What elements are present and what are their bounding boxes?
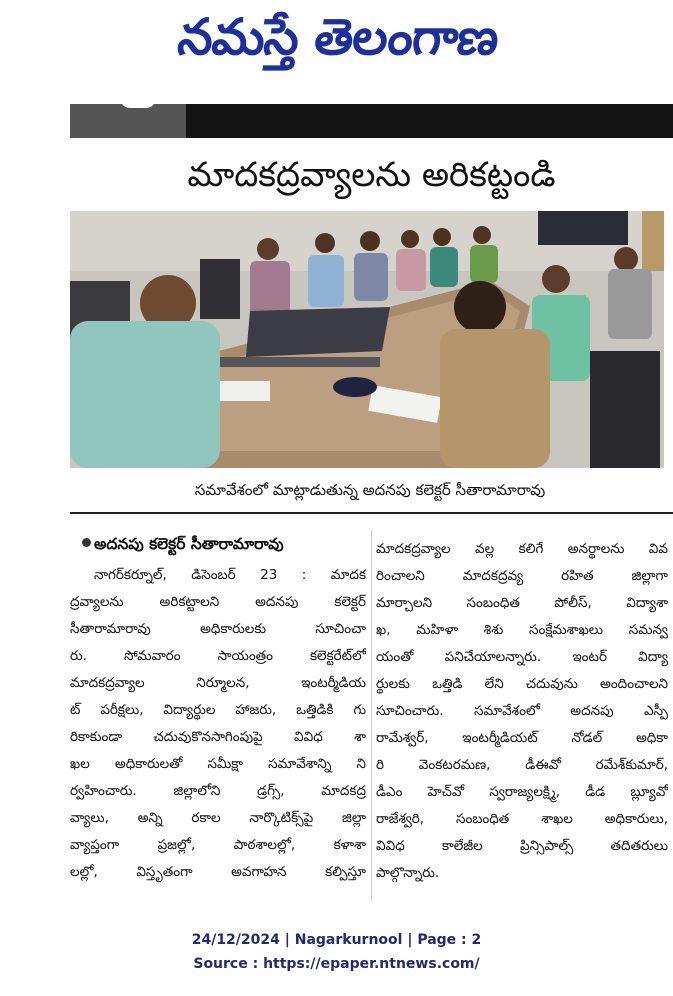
column-divider xyxy=(371,530,372,900)
left-column-line: రు. సోమవారం సాయంత్రం కలెక్టరేట్‌లో xyxy=(70,648,366,664)
source-url[interactable]: Source : https://epaper.ntnews.com/ xyxy=(193,956,480,972)
right-column-line: మాదకద్రవ్యాల వల్ల కలిగే అనర్థాలను వివ xyxy=(376,541,668,557)
right-column-line: సూచించారు. సమావేశంలో అదనపు ఎస్పీ xyxy=(376,703,668,719)
left-column-line: వ్యాప్తంగా ప్రజల్లో, పాఠశాలల్లో, కళాశా xyxy=(70,837,366,853)
source-footer xyxy=(0,928,673,976)
right-column-line: రించాలని మాదకద్రవ్య రహిత జిల్లాగా xyxy=(376,568,668,584)
right-column-line: డీఎం హెచ్‌వో స్వరాజ్యలక్ష్మి, డీడ బ్ల్యూవో xyxy=(376,784,668,800)
bullet-icon xyxy=(82,538,91,547)
left-column-line: మాదకద్రవ్యాల నిర్మూలన, ఇంటర్మీడియ xyxy=(70,675,366,691)
right-column-line: పాల్గొన్నారు. xyxy=(376,865,440,881)
right-column-line: రామేశ్వర్, ఇంటర్మీడియట్ నోడల్ అధికా xyxy=(376,730,668,746)
left-column-line: రికాకుండా చదువుకొనసాగింపుపై వివిధ శా xyxy=(70,729,366,745)
meeting-photo-illustration xyxy=(70,211,664,468)
right-column-line: వివిధ కాలేజీల ప్రిన్సిపాల్స్ తదితరులు xyxy=(376,838,668,854)
right-column-line: రాజేశ్వరి, సంబంధిత శాఖల అధికారులు, xyxy=(376,811,668,827)
banner-grey-block xyxy=(70,104,186,138)
right-column-line: యంతో పనిచేయాలన్నారు. ఇంటర్ విద్యా xyxy=(376,649,668,665)
left-column-line: ట్ పరీక్షలు, విద్యార్థుల హాజరు, ఒత్తిడికి గు xyxy=(70,702,366,718)
right-column-line: ఖ, మహిళా శిశు సంక్షేమశాఖలు సమన్వ xyxy=(376,622,668,638)
photo-caption: సమావేశంలో మాట్లాడుతున్న అదనపు కలెక్టర్ సీతారామారావు xyxy=(194,481,546,499)
left-column-line: లల్లో, విస్తృతంగా అవగాహన కల్పిస్తూ xyxy=(70,864,366,880)
article-left-column xyxy=(70,562,366,886)
left-column-line: వ్యాలు, అన్ని రకాల నార్కొటిక్స్‌పై జిల్లా xyxy=(70,810,366,826)
byline-text: అదనపు కలెక్టర్ సీతారామారావు xyxy=(94,535,284,553)
article-headline: మాదకద్రవ్యాలను అరికట్టండి xyxy=(187,155,556,195)
right-column-line: ర్థులకు ఒత్తిడి లేని చదువును అందించాలని xyxy=(376,676,668,692)
newspaper-logo: నమస్తే తెలంగాణ xyxy=(175,8,501,66)
left-column-line: ద్రవ్యాలను అరికట్టాలని అదనపు కలెక్టర్ xyxy=(70,594,366,610)
masthead xyxy=(0,0,673,100)
edition-info: 24/12/2024 | Nagarkurnool | Page : 2 xyxy=(191,932,482,948)
banner-black-bar xyxy=(186,104,673,138)
left-column-line: సీతారామారావు అధికారులకు సూచించా xyxy=(70,621,366,637)
left-column-line: ర్వహించారు. జిల్లాలోని డ్రగ్స్, మాదకద్ర xyxy=(70,783,366,799)
right-column-line: మార్చాలని సంబంధిత పోలీస్, విద్యాశా xyxy=(376,595,668,611)
meeting-photo xyxy=(70,211,664,468)
article-byline xyxy=(82,530,372,558)
article-right-column xyxy=(376,536,668,887)
section-banner xyxy=(70,104,673,138)
caption-rule xyxy=(70,512,673,514)
left-column-line: నాగర్‌కర్నూల్, డిసెంబర్ 23 : మాదక xyxy=(94,567,366,583)
right-column-line: రి వెంకటరమణ, డీఈవో రమేశ్‌కుమార్, xyxy=(376,757,668,773)
left-column-line: ఖల అధికారులతో సమీక్షా సమావేశాన్ని ని xyxy=(70,756,366,772)
